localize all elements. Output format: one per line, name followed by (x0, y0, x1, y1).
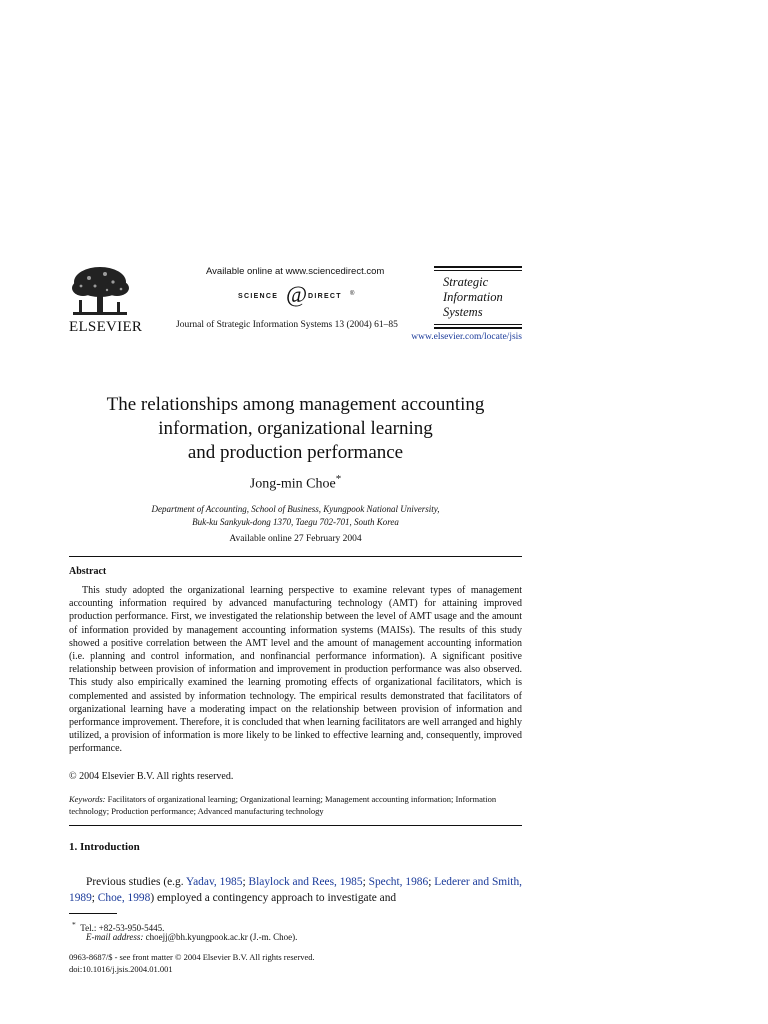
introduction-heading: 1. Introduction (69, 841, 140, 853)
journal-reference: Journal of Strategic Information Systems 13 (2004) 61–85 (176, 320, 398, 330)
abstract-text: This study adopted the organizational learning perspective to examine relevant types of management accounting information required by advanced manufacturing technology (AMT) for attaining improved production performance. First, we investigated the relationship between the level of AMT usage and the amount of information provided by management accounting information systems (MAISs). The results of this study showed a positive correlation between the AMT level and the amount of management accounting information (i.e. planning and control information, and nonfinancial performance information). A significant positive relationship between provision of information and improvement in production performance was also observed. This study also empirically examined the learning promoting effects of organizational facilitators, which is complemented and assisted by information technology. The empirical results demonstrated that facilitators of organizational learning have a moderating impact on the relationship between provision of information and performance improvement. Therefore, it is concluded that when learning facilitators are well arranged and highly utilized, a provision of information is more likely to be linked to effective learning and, consequently, improved performance. (69, 585, 522, 755)
sciencedirect-at-icon: @ (286, 283, 308, 307)
citation-link[interactable]: Blaylock and Rees, 1985 (248, 876, 363, 888)
footnote-email-label: E-mail address: (86, 932, 144, 942)
citation-link[interactable]: Yadav, 1985 (186, 876, 243, 888)
author-affiliation (69, 503, 522, 529)
author-footnote-mark[interactable]: * (335, 473, 342, 485)
footnote-email-address[interactable]: choejj@bh.kyungpook.ac.kr (J.-m. Choe). (145, 932, 298, 942)
journal-title-rule (434, 327, 522, 329)
keywords-label: Keywords: (69, 794, 106, 804)
journal-title-line: Information (443, 290, 503, 304)
intro-lead: Previous studies (e.g. (86, 876, 187, 888)
keywords-list: Facilitators of organizational learning; Organizational learning; Management accounting information; Information technology; Production performance; Advanced manufacturing technology (69, 794, 497, 816)
introduction-text (69, 874, 522, 906)
citation-link[interactable]: Specht, 1986 (368, 876, 429, 888)
footnote-email (86, 932, 297, 942)
section-divider (69, 825, 522, 826)
citation-separator: ; (428, 876, 435, 888)
article-title-line: The relationships among management accounting (106, 394, 485, 415)
citation-separator: ; (242, 876, 249, 888)
footnote-mark: * (72, 920, 76, 929)
citation-separator: ; (362, 876, 369, 888)
journal-title-rule (434, 270, 522, 271)
abstract-copyright: © 2004 Elsevier B.V. All rights reserved. (69, 771, 234, 782)
elsevier-tree-logo (69, 264, 131, 318)
journal-url-link[interactable]: www.elsevier.com/locate/jsis (411, 332, 522, 342)
author-line (69, 473, 522, 493)
section-divider (69, 556, 522, 557)
available-date: Available online 27 February 2004 (229, 534, 362, 544)
sciencedirect-left-text: SCIENCE (238, 293, 279, 300)
sciencedirect-right-text: DIRECT (308, 293, 342, 300)
journal-title (443, 275, 503, 320)
article-title-line: information, organizational learning (158, 418, 433, 439)
affiliation-line: Buk-ku Sankyuk-dong 1370, Taegu 702-701, South Korea (192, 517, 399, 527)
intro-tail: ) employed a contingency approach to investigate and (150, 892, 397, 904)
journal-title-line: Systems (443, 305, 483, 319)
journal-title-line: Strategic (443, 275, 489, 289)
journal-title-rule (434, 324, 522, 325)
article-title (69, 393, 522, 465)
citation-link[interactable]: Lederer and Smith, 1989 (69, 876, 523, 904)
issn-line: 0963-8687/$ - see front matter © 2004 Elsevier B.V. All rights reserved. (69, 952, 315, 962)
abstract-heading: Abstract (69, 566, 107, 577)
footnote-rule (69, 913, 117, 914)
doi-line: doi:10.1016/j.jsis.2004.01.001 (69, 964, 173, 974)
article-title-line: and production performance (187, 442, 404, 463)
journal-title-rule (434, 266, 522, 268)
keywords (69, 794, 522, 817)
svg-text:®: ® (350, 291, 355, 297)
sciencedirect-logo (238, 283, 356, 307)
publisher-name: ELSEVIER (69, 319, 143, 335)
available-online-text: Available online at www.sciencedirect.com (206, 266, 385, 277)
footnote-tel-text: Tel.: +82-53-950-5445. (80, 923, 165, 933)
affiliation-line: Department of Accounting, School of Business, Kyungpook National University, (151, 504, 440, 514)
author-name: Jong-min Choe (249, 476, 336, 492)
citation-separator: ; (91, 892, 98, 904)
citation-link[interactable]: Choe, 1998 (97, 892, 151, 904)
